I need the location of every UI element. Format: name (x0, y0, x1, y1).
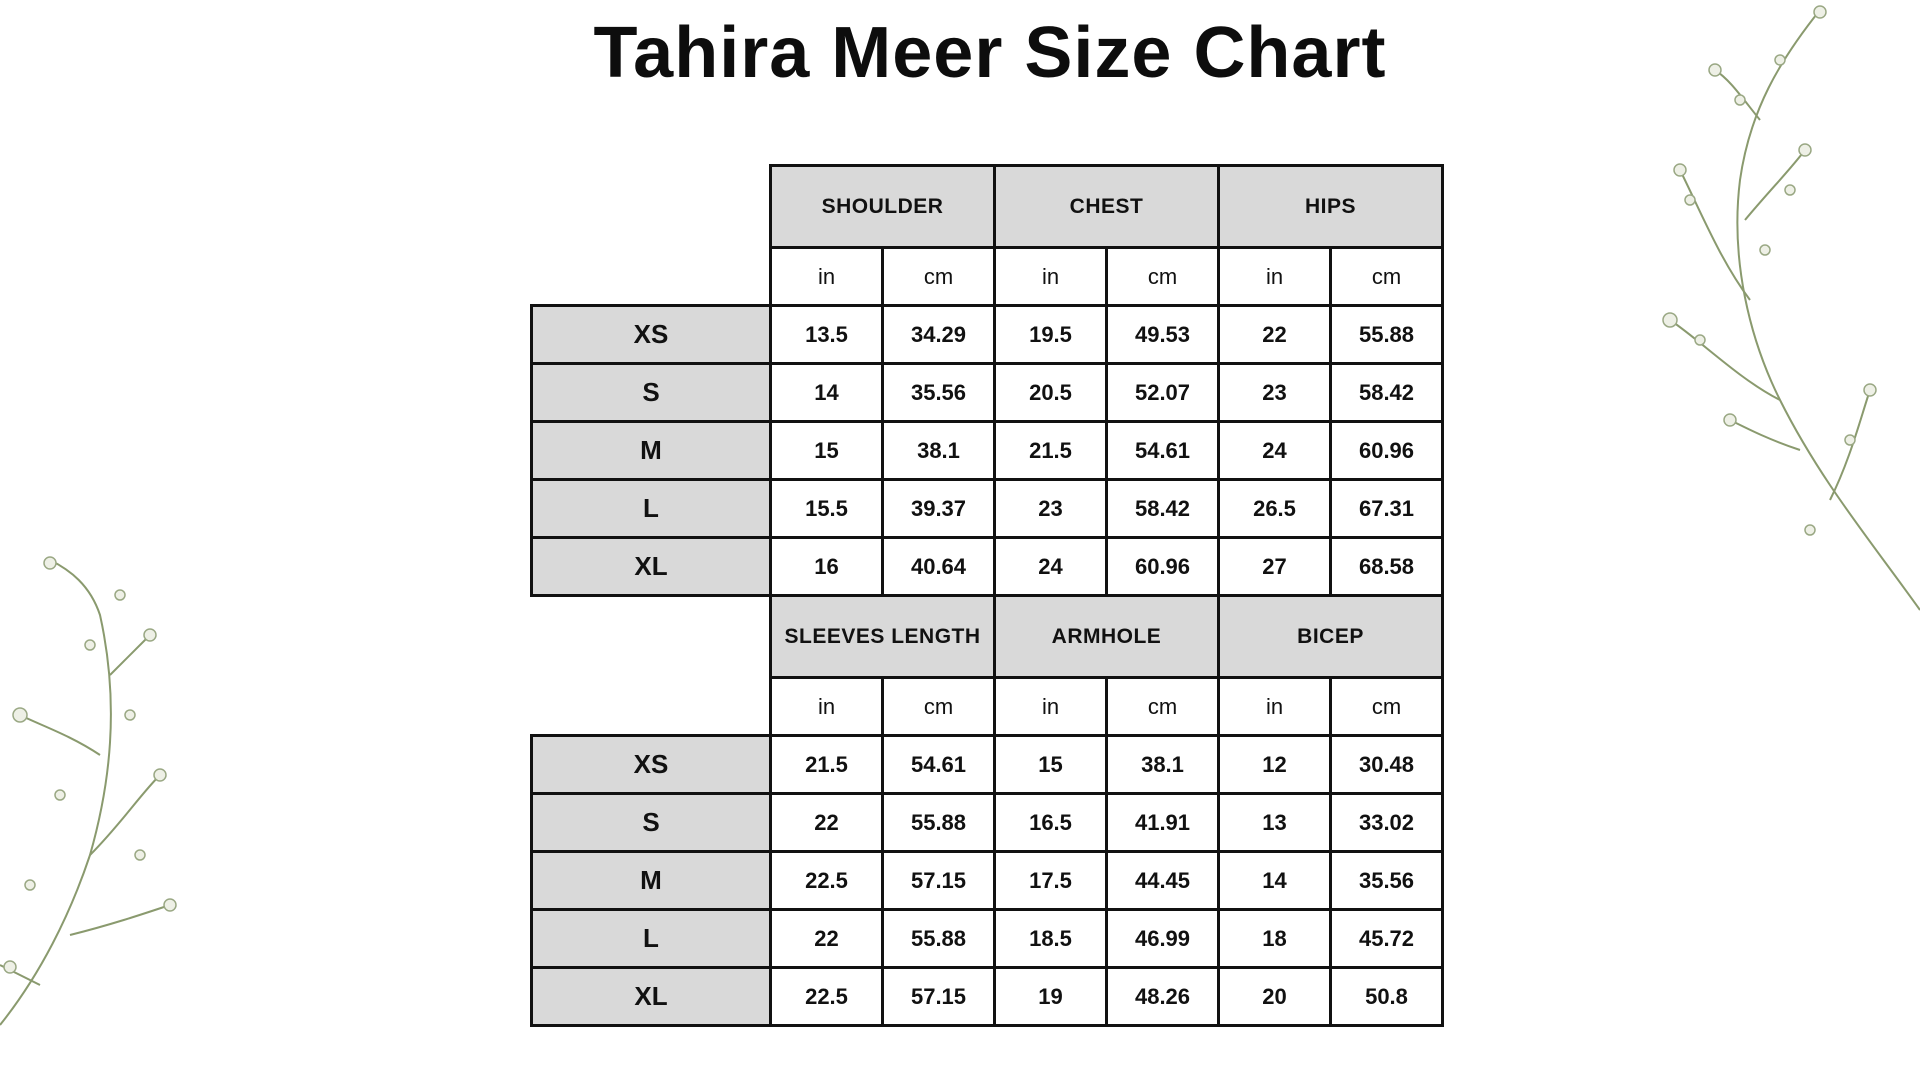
table-row (532, 736, 1443, 794)
table-cell: 55.88 (1331, 306, 1443, 364)
size-label: S (532, 794, 771, 852)
size-label: M (532, 422, 771, 480)
table-cell: 49.53 (1107, 306, 1219, 364)
group-header-hips: HIPS (1219, 166, 1443, 248)
table-cell: 35.56 (1331, 852, 1443, 910)
table-cell: 68.58 (1331, 538, 1443, 596)
table-cell: 13.5 (771, 306, 883, 364)
table-row (532, 364, 1443, 422)
table-cell: 16.5 (995, 794, 1107, 852)
unit-row (532, 248, 1443, 306)
table-cell: 21.5 (771, 736, 883, 794)
table-row (532, 910, 1443, 968)
table-cell: 58.42 (1107, 480, 1219, 538)
unit-label: cm (883, 248, 995, 306)
size-chart-table (530, 164, 1444, 1027)
table-row (532, 794, 1443, 852)
unit-label: cm (1331, 248, 1443, 306)
unit-row (532, 678, 1443, 736)
table-cell: 50.8 (1331, 968, 1443, 1026)
table-cell: 17.5 (995, 852, 1107, 910)
group-header-row (532, 166, 1443, 248)
group-header-shoulder: SHOULDER (771, 166, 995, 248)
unit-label: in (995, 678, 1107, 736)
table-row (532, 538, 1443, 596)
table-cell: 30.48 (1331, 736, 1443, 794)
table-cell: 60.96 (1107, 538, 1219, 596)
table-cell: 20 (1219, 968, 1331, 1026)
table-cell: 55.88 (883, 794, 995, 852)
table-cell: 19.5 (995, 306, 1107, 364)
table-cell: 33.02 (1331, 794, 1443, 852)
table-cell: 58.42 (1331, 364, 1443, 422)
size-label: XL (532, 968, 771, 1026)
table-cell: 15.5 (771, 480, 883, 538)
table-cell: 24 (1219, 422, 1331, 480)
table-cell: 24 (995, 538, 1107, 596)
size-label: S (532, 364, 771, 422)
table-cell: 34.29 (883, 306, 995, 364)
table-cell: 13 (1219, 794, 1331, 852)
floral-branch-bottom-left-icon (0, 555, 200, 1055)
table-cell: 54.61 (883, 736, 995, 794)
size-label: M (532, 852, 771, 910)
size-label: L (532, 480, 771, 538)
table-cell: 12 (1219, 736, 1331, 794)
table-cell: 22 (1219, 306, 1331, 364)
unit-label: cm (1107, 678, 1219, 736)
table-cell: 52.07 (1107, 364, 1219, 422)
table-cell: 22 (771, 794, 883, 852)
table-cell: 46.99 (1107, 910, 1219, 968)
unit-label: in (1219, 248, 1331, 306)
group-header-armhole: ARMHOLE (995, 596, 1219, 678)
table-row (532, 852, 1443, 910)
table-cell: 39.37 (883, 480, 995, 538)
table-row (532, 968, 1443, 1026)
table-cell: 18.5 (995, 910, 1107, 968)
table-cell: 14 (1219, 852, 1331, 910)
unit-label: in (1219, 678, 1331, 736)
table-cell: 38.1 (1107, 736, 1219, 794)
table-cell: 15 (771, 422, 883, 480)
table-cell: 27 (1219, 538, 1331, 596)
table-cell: 48.26 (1107, 968, 1219, 1026)
unit-label: cm (883, 678, 995, 736)
table-cell: 54.61 (1107, 422, 1219, 480)
size-label: XS (532, 736, 771, 794)
table-cell: 22.5 (771, 968, 883, 1026)
table-cell: 35.56 (883, 364, 995, 422)
table-cell: 38.1 (883, 422, 995, 480)
table-cell: 60.96 (1331, 422, 1443, 480)
unit-label: in (995, 248, 1107, 306)
table-cell: 23 (995, 480, 1107, 538)
table-cell: 41.91 (1107, 794, 1219, 852)
table-cell: 20.5 (995, 364, 1107, 422)
table-cell: 18 (1219, 910, 1331, 968)
page-title: Tahira Meer Size Chart (593, 13, 1387, 93)
size-label: XL (532, 538, 771, 596)
table-cell: 15 (995, 736, 1107, 794)
table-cell: 23 (1219, 364, 1331, 422)
table-cell: 55.88 (883, 910, 995, 968)
floral-branch-top-right-icon (1620, 0, 1920, 620)
group-header-bicep: BICEP (1219, 596, 1443, 678)
table-cell: 45.72 (1331, 910, 1443, 968)
table-cell: 26.5 (1219, 480, 1331, 538)
table-row (532, 480, 1443, 538)
table-cell: 19 (995, 968, 1107, 1026)
table-cell: 21.5 (995, 422, 1107, 480)
size-label: L (532, 910, 771, 968)
group-header-chest: CHEST (995, 166, 1219, 248)
unit-label: cm (1331, 678, 1443, 736)
unit-label: in (771, 248, 883, 306)
size-label: XS (532, 306, 771, 364)
table-cell: 67.31 (1331, 480, 1443, 538)
table-cell: 14 (771, 364, 883, 422)
table-cell: 57.15 (883, 968, 995, 1026)
table-cell: 40.64 (883, 538, 995, 596)
unit-label: in (771, 678, 883, 736)
table-cell: 16 (771, 538, 883, 596)
table-cell: 22.5 (771, 852, 883, 910)
table-cell: 57.15 (883, 852, 995, 910)
group-header-row (532, 596, 1443, 678)
table-row (532, 422, 1443, 480)
table-cell: 22 (771, 910, 883, 968)
unit-label: cm (1107, 248, 1219, 306)
table-row (532, 306, 1443, 364)
group-header-sleeves-length: SLEEVES LENGTH (771, 596, 995, 678)
table-cell: 44.45 (1107, 852, 1219, 910)
